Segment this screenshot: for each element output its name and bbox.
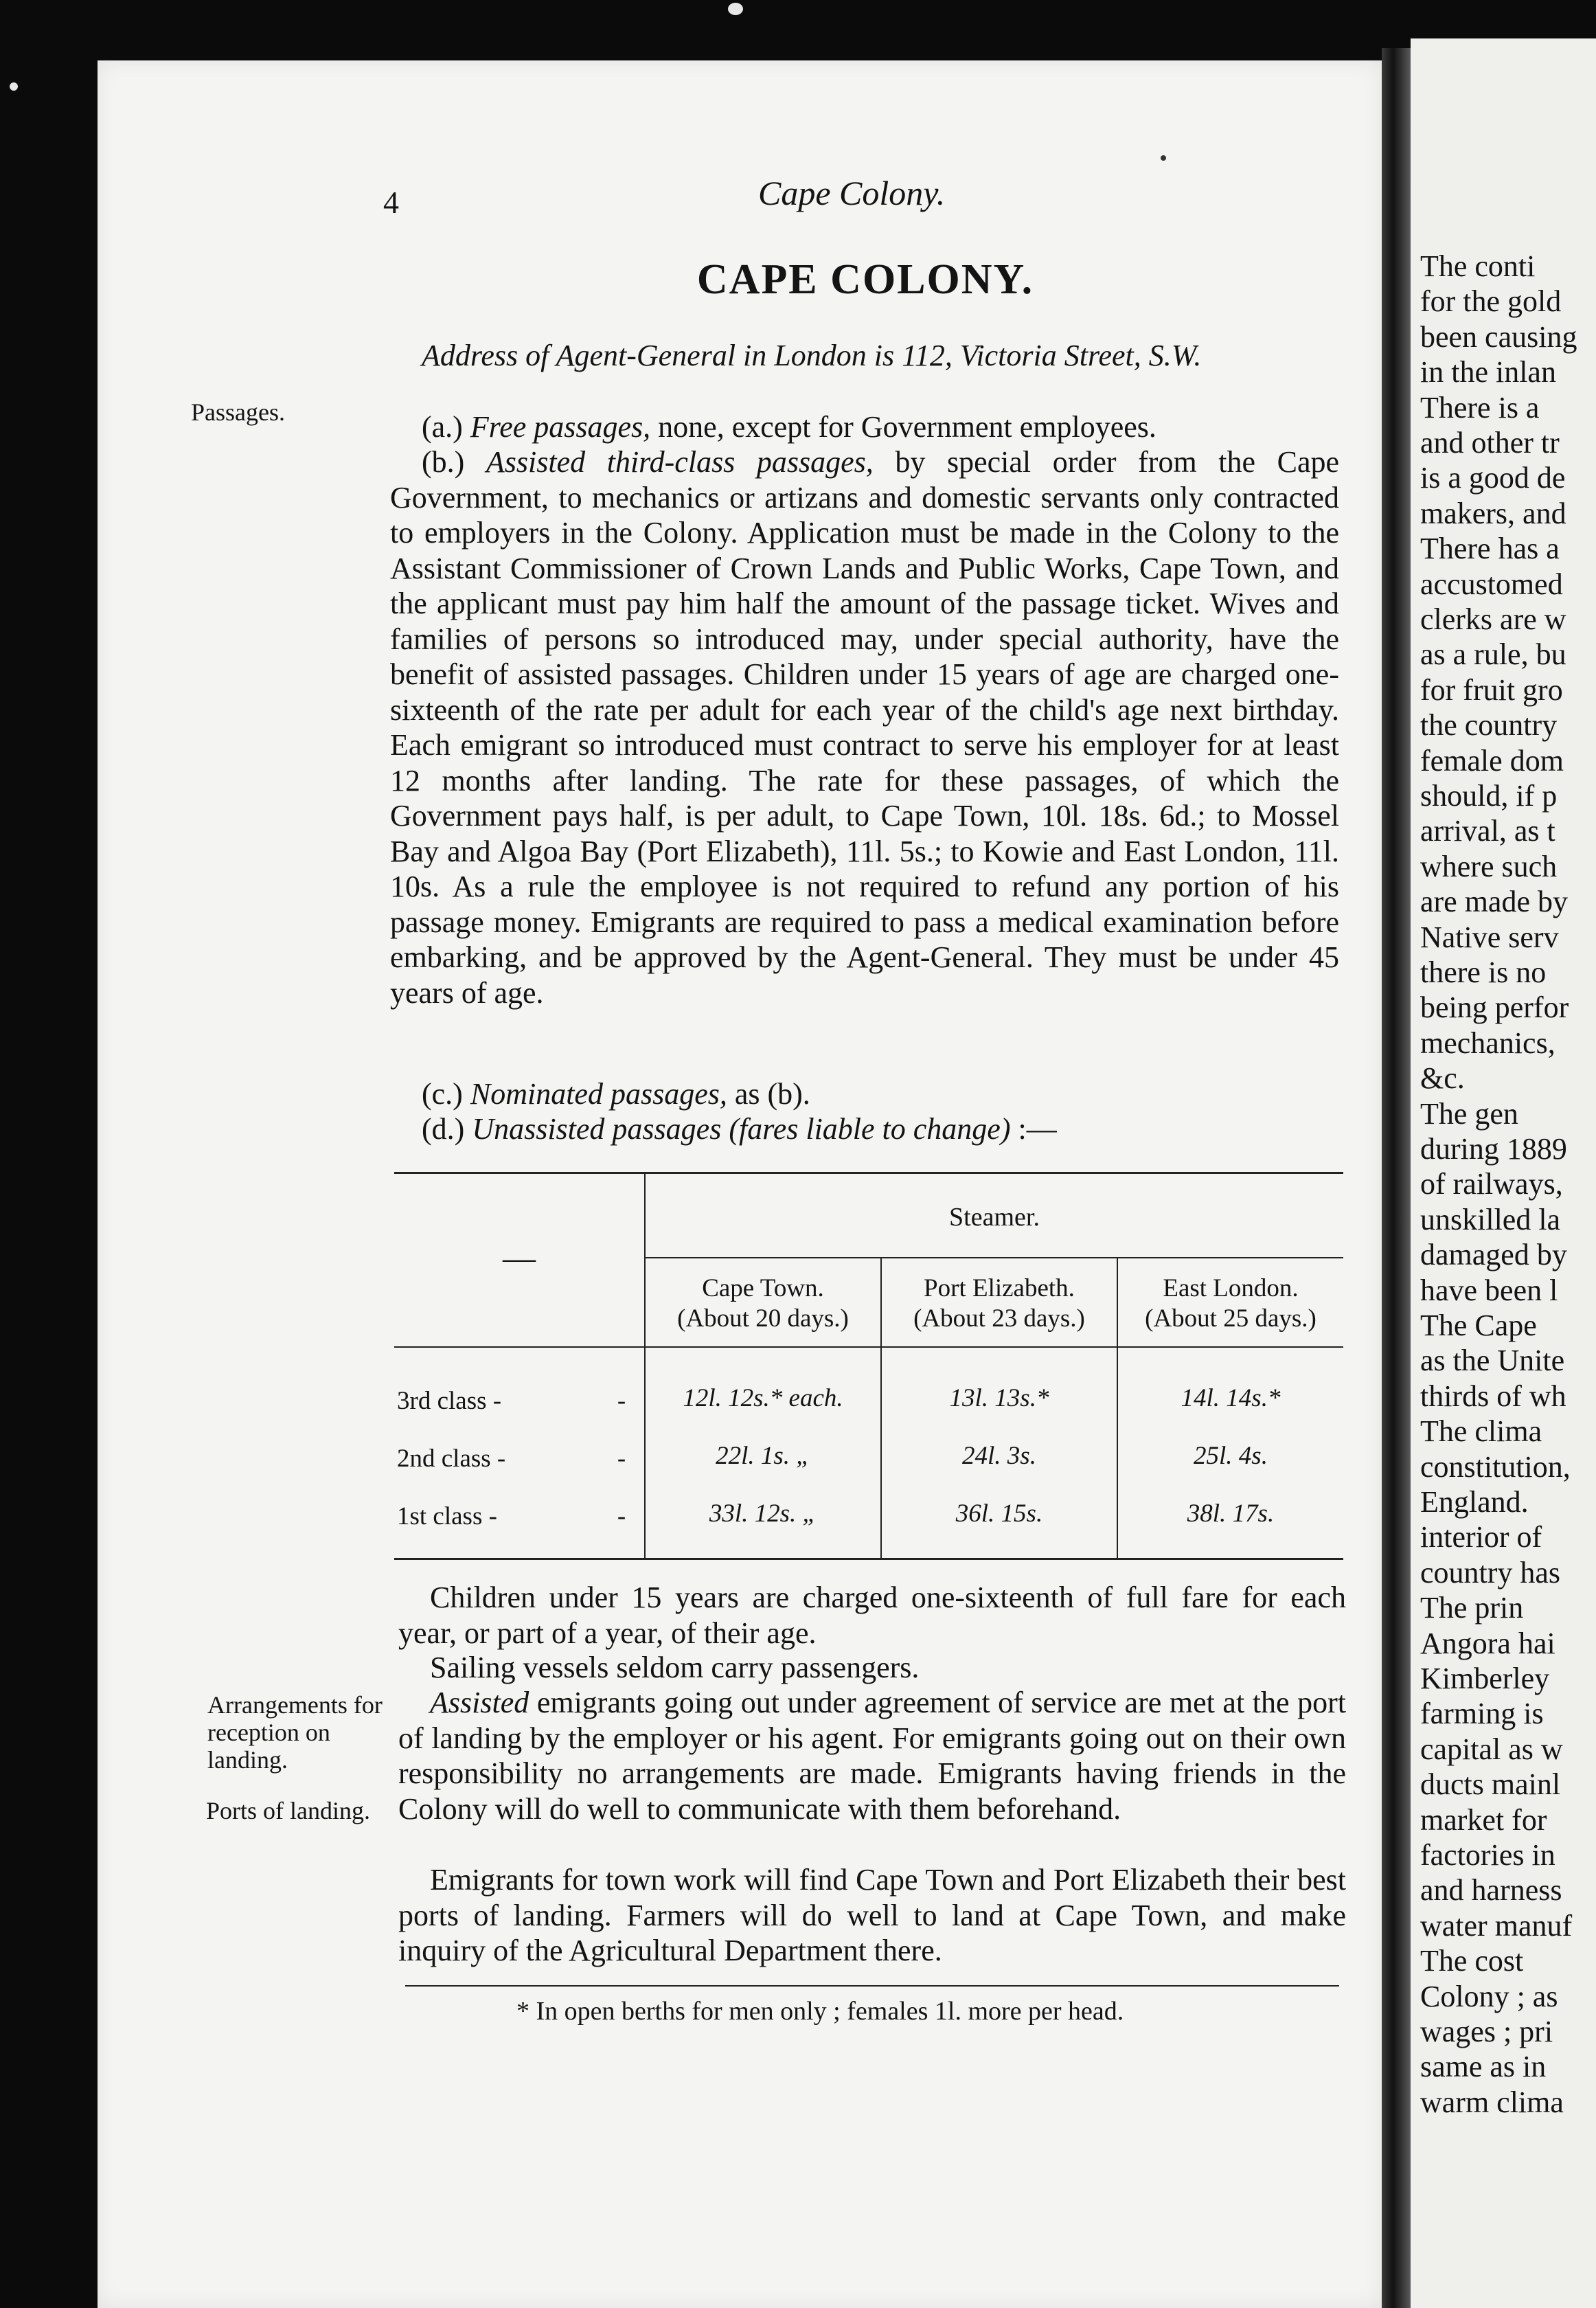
passage-d-title: Unassisted passages (fares liable to change): [472, 1112, 1011, 1146]
footnote: * In open berths for men only ; females 1l. more per head.: [516, 1997, 1124, 2026]
footnote-rule: [405, 1985, 1339, 1987]
right-page-line: wages ; pri: [1420, 2015, 1553, 2048]
passage-b-letter: (b.): [422, 445, 465, 479]
right-page-line: There is a: [1420, 390, 1540, 425]
right-page-line: factories in: [1420, 1838, 1555, 1872]
right-page-line: &c.: [1420, 1061, 1465, 1096]
row-label: 2nd class -: [397, 1445, 506, 1473]
right-page-line: been causing: [1420, 319, 1577, 354]
right-page-line: as a rule, bu: [1420, 637, 1566, 672]
right-page-line: interior of: [1420, 1520, 1542, 1554]
right-page-line: where such: [1420, 849, 1558, 883]
table-rule-top: [394, 1172, 1343, 1174]
right-page-line: The clima: [1420, 1414, 1542, 1449]
passage-a-title: Free passages,: [470, 410, 651, 444]
fare-cell: 25l. 4s.: [1194, 1442, 1268, 1470]
right-page-line: makers, and: [1420, 496, 1566, 530]
right-page-line: should, if p: [1420, 779, 1558, 813]
fare-cell: 24l. 3s.: [962, 1442, 1036, 1470]
scan-speck: [10, 82, 18, 91]
right-page-line: are made by: [1420, 885, 1568, 919]
page-number: 4: [383, 185, 399, 220]
right-page-line: for fruit gro: [1420, 672, 1563, 707]
right-page-line: of railways,: [1420, 1167, 1563, 1201]
column-header-cape-town: [646, 1274, 880, 1334]
right-page-line: being perfor: [1420, 991, 1569, 1025]
book-spine: [1382, 48, 1411, 2308]
passage-d-letter: (d.): [422, 1112, 465, 1146]
chapter-title: CAPE COLONY.: [696, 256, 1034, 303]
right-page-line: as the Unite: [1420, 1344, 1565, 1378]
passage-a-text: none, except for Government employees.: [650, 410, 1156, 444]
right-page-line: in the inlan: [1420, 355, 1556, 389]
right-page-line: thirds of wh: [1420, 1379, 1566, 1413]
column-duration: (About 23 days.): [913, 1304, 1085, 1333]
passage-d-text: :—: [1010, 1112, 1057, 1146]
passage-c-letter: (c.): [422, 1077, 463, 1111]
fare-cell: 14l. 14s.*: [1181, 1384, 1281, 1412]
passage-b-text: by special order from the Cape Government, to mechanics or artizans and domestic servants only contracted to employers in the Colony. Application must be made in the Colony to the Assistant Commissioner of Crown Lands and Public Works, Cape Town, and the applicant must pay him half the amount of the passage ticket. Wives and families of persons so introduced may, under special authority, have the benefit of assisted passages. Children under 15 years of age are charged one-sixteenth of the rate per adult for each year of the child's age next birthday. Each emigrant so introduced must contract to serve his employer for at least 12 months after landing. The rate for these passages, of which the Government pays half, is per adult, to Cape Town, 10l. 18s. 6d.; to Mossel Bay and Algoa Bay (Port Elizabeth), 11l. 5s.; to Kowie and East London, 11l. 10s. As a rule the employee is not required to refund any portion of his passage money. Emigrants are required to pass a medical examination before embarking, and be approved by the Agent-General. They must be under 45 years of age.: [390, 445, 1340, 1010]
fare-cell: 33l. 12s. „: [709, 1500, 817, 1528]
column-duration: (About 25 days.): [1145, 1304, 1316, 1333]
margin-note-passages: Passages.: [191, 398, 285, 426]
row-dash: -: [617, 1445, 626, 1473]
right-page-line: during 1889: [1420, 1132, 1567, 1166]
right-page-line: The Cape: [1420, 1309, 1537, 1342]
margin-note-ports: Ports of landing.: [206, 1797, 370, 1824]
right-page-line: Native serv: [1420, 920, 1559, 954]
agent-address: Address of Agent-General in London is 112, Victoria Street, S.W.: [422, 339, 1202, 372]
right-page-line: is a good de: [1420, 461, 1566, 495]
children-fare-note: Children under 15 years are charged one-sixteenth of full fare for each year, or part of a year, of their age.: [398, 1581, 1346, 1650]
right-page-line: have been l: [1420, 1273, 1558, 1307]
column-name: Cape Town.: [702, 1274, 824, 1302]
scan-speck: [728, 3, 743, 15]
table-rule-bottom: [394, 1558, 1343, 1560]
right-page-line: The gen: [1420, 1096, 1518, 1131]
right-page-line: there is no: [1420, 955, 1547, 989]
right-page-line: mechanics,: [1420, 1026, 1555, 1060]
right-page-line: clerks are w: [1420, 602, 1566, 636]
reception-text: emigrants going out under agreement of service are met at the port of landing by the employer or his agent. For emigrants going out on their own responsibility no arrangements are made. Emigrants having friends in the Colony will do well to communicate with them beforehand.: [398, 1686, 1346, 1826]
passage-c: [390, 1076, 1339, 1112]
right-page-line: The conti: [1420, 249, 1536, 283]
column-header-east-london: [1118, 1274, 1343, 1334]
right-page-line: damaged by: [1420, 1238, 1567, 1272]
margin-note-reception: Arrangements for reception on landing.: [207, 1691, 383, 1774]
fare-cell: 22l. 1s. „: [716, 1442, 810, 1470]
right-page-line: The cost: [1420, 1944, 1524, 1978]
right-page-line: same as in: [1420, 2050, 1547, 2084]
right-page-line: England.: [1420, 1485, 1529, 1519]
scan-speck: [1161, 155, 1166, 161]
fare-cell: 38l. 17s.: [1187, 1500, 1275, 1528]
right-page-line: There has a: [1420, 532, 1560, 566]
right-page-line: Colony ; as: [1420, 1979, 1558, 2013]
column-duration: (About 20 days.): [677, 1304, 849, 1333]
column-header-port-elizabeth: [882, 1274, 1117, 1334]
fare-cell: 12l. 12s.* each.: [683, 1384, 843, 1412]
right-page-line: country has: [1420, 1555, 1561, 1589]
right-page-line: unskilled la: [1420, 1202, 1561, 1236]
right-page-line: market for: [1420, 1802, 1547, 1837]
right-page-line: Kimberley: [1420, 1662, 1550, 1695]
right-page-line: warm clima: [1420, 2085, 1564, 2119]
right-page-line: The prin: [1420, 1591, 1524, 1625]
ports-paragraph: Emigrants for town work will find Cape Town and Port Elizabeth their best ports of landing. Farmers will do well to land at Cape Town, and make inquiry of the Agricultural Department there.: [398, 1863, 1346, 1967]
right-page-line: Angora hai: [1420, 1626, 1555, 1660]
row-dash: -: [617, 1387, 626, 1415]
passage-c-text: as (b).: [727, 1077, 810, 1111]
passage-a: [390, 409, 1339, 445]
row-label: 1st class -: [397, 1502, 497, 1530]
table-corner: —: [503, 1240, 536, 1276]
column-name: Port Elizabeth.: [924, 1274, 1075, 1302]
left-page: [98, 60, 1382, 2308]
running-head: Cape Colony.: [758, 174, 946, 212]
right-page-line: for the gold: [1420, 284, 1562, 319]
column-name: East London.: [1163, 1274, 1299, 1302]
right-page-line: constitution,: [1420, 1449, 1571, 1484]
right-page-line: ducts mainl: [1420, 1767, 1561, 1802]
passage-b-title: Assisted third-class passages,: [486, 445, 874, 479]
right-page-line: the country: [1420, 708, 1558, 743]
passage-b: [390, 444, 1339, 1010]
right-page-line: female dom: [1420, 743, 1564, 778]
right-page-line: water manuf: [1420, 1908, 1573, 1943]
table-group-header: Steamer.: [949, 1203, 1040, 1232]
passage-d: [390, 1111, 1339, 1147]
fare-cell: 13l. 13s.*: [949, 1384, 1049, 1412]
reception-paragraph: [398, 1685, 1346, 1826]
right-page-line: and harness: [1420, 1873, 1562, 1908]
right-page-line: arrival, as t: [1420, 814, 1555, 848]
passage-c-title: Nominated passages,: [470, 1077, 727, 1111]
right-page-line: accustomed: [1420, 567, 1563, 601]
right-page-line: farming is: [1420, 1697, 1544, 1731]
right-page-line: and other tr: [1420, 426, 1560, 460]
reception-lead: Assisted: [430, 1686, 529, 1719]
right-page-line: capital as w: [1420, 1732, 1563, 1766]
sailing-note: Sailing vessels seldom carry passengers.: [430, 1651, 920, 1684]
table-rule-header: [394, 1346, 1343, 1348]
passage-a-letter: (a.): [422, 410, 463, 444]
table-rule-group: [644, 1257, 1343, 1258]
row-label: 3rd class -: [397, 1387, 502, 1415]
row-dash: -: [617, 1502, 626, 1530]
fare-cell: 36l. 15s.: [955, 1500, 1043, 1528]
